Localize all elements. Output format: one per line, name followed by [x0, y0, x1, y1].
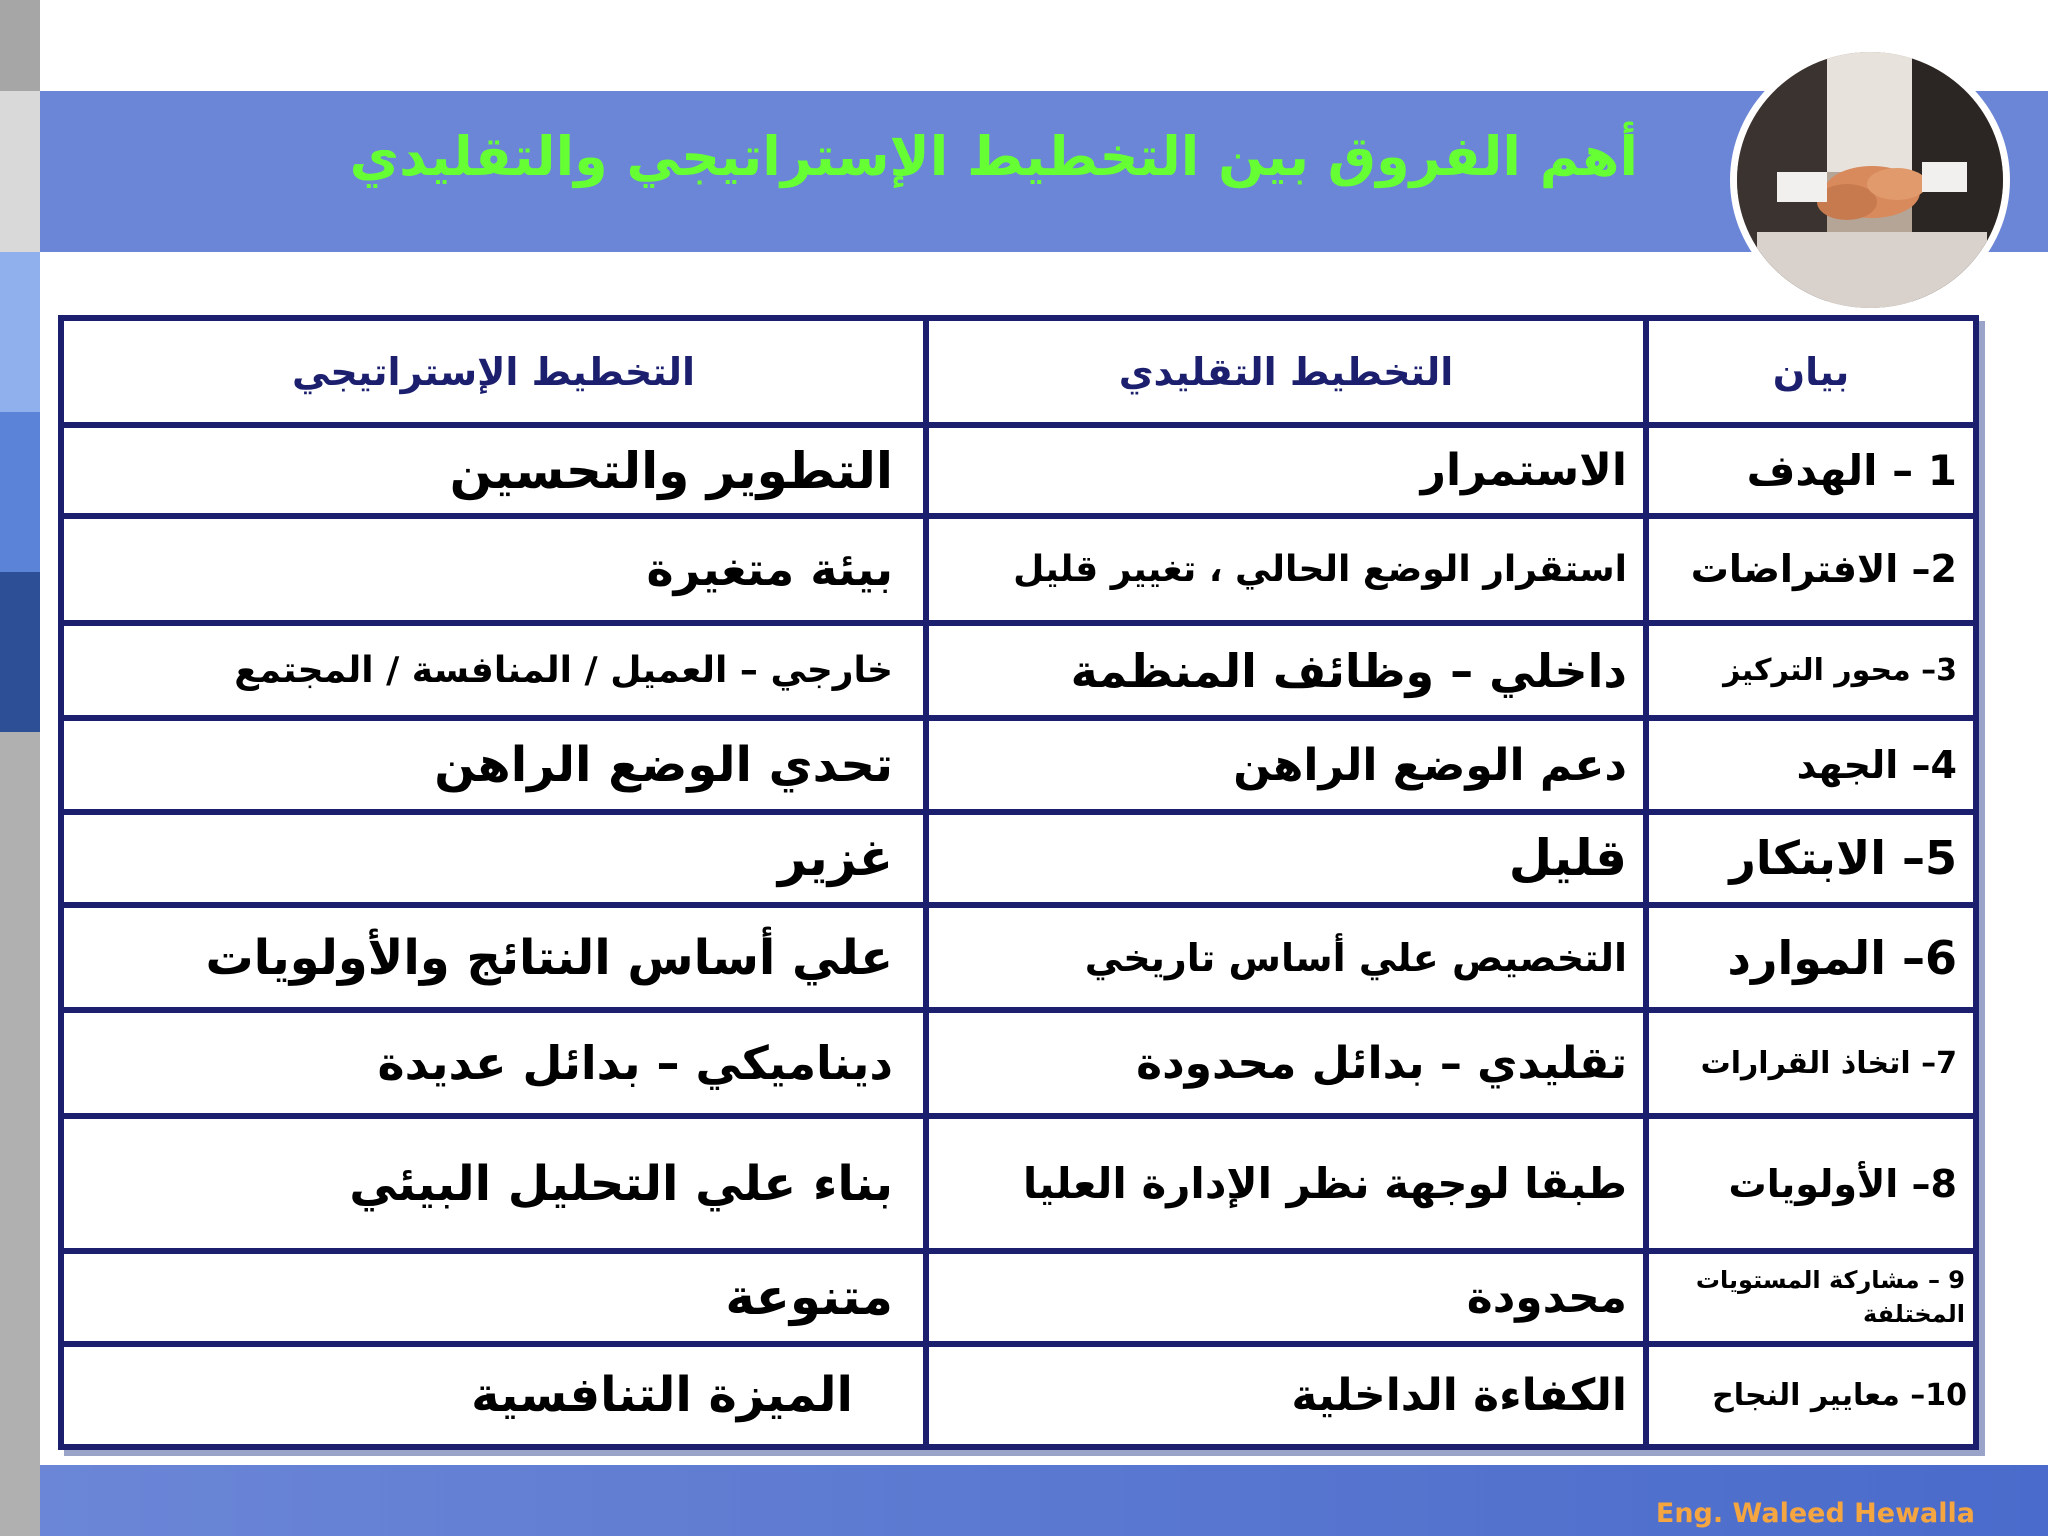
row-traditional: داخلي – وظائف المنظمة	[926, 623, 1646, 718]
table-row	[61, 1116, 1976, 1251]
row-strategic: ديناميكي – بدائل عديدة	[61, 1010, 926, 1115]
table-row	[61, 812, 1976, 905]
row-item: 2– الافتراضات	[1646, 516, 1976, 623]
row-traditional: الكفاءة الداخلية	[926, 1344, 1646, 1447]
comparison-table	[58, 315, 1979, 1450]
row-strategic: خارجي – العميل / المنافسة / المجتمع	[61, 623, 926, 718]
row-traditional: طبقا لوجهة نظر الإدارة العليا	[926, 1116, 1646, 1251]
row-item: 1 – الهدف	[1646, 425, 1976, 515]
row-strategic: علي أساس النتائج والأولويات	[61, 905, 926, 1010]
row-item: 4– الجهد	[1646, 718, 1976, 811]
table-row	[61, 1251, 1976, 1343]
handshake-photo	[1730, 45, 2010, 315]
row-item: 10– معايير النجاح	[1646, 1344, 1976, 1447]
table-row	[61, 1344, 1976, 1447]
row-strategic: التطوير والتحسين	[61, 425, 926, 515]
footer-author: Eng. Waleed Hewalla	[1655, 1498, 1975, 1529]
row-item: 3– محور التركيز	[1646, 623, 1976, 718]
header-traditional: التخطيط التقليدي	[926, 318, 1646, 425]
table-header-row	[61, 318, 1976, 425]
row-traditional: الاستمرار	[926, 425, 1646, 515]
table-row	[61, 1010, 1976, 1115]
row-strategic: بناء علي التحليل البيئي	[61, 1116, 926, 1251]
row-strategic: تحدي الوضع الراهن	[61, 718, 926, 811]
table-row	[61, 516, 1976, 623]
left-color-stripe	[0, 0, 40, 1536]
table-row	[61, 905, 1976, 1010]
header-strategic: التخطيط الإستراتيجي	[61, 318, 926, 425]
table-row	[61, 623, 1976, 718]
header-item: بيان	[1646, 318, 1976, 425]
row-item: 5– الابتكار	[1646, 812, 1976, 905]
row-strategic: الميزة التنافسية	[61, 1344, 926, 1447]
slide-title: أهم الفروق بين التخطيط الإستراتيجي والتقليدي	[349, 125, 1638, 188]
row-item: 7– اتخاذ القرارات	[1646, 1010, 1976, 1115]
row-traditional: تقليدي – بدائل محدودة	[926, 1010, 1646, 1115]
row-item: 6– الموارد	[1646, 905, 1976, 1010]
row-item: 9 – مشاركة المستويات المختلفة	[1646, 1251, 1976, 1343]
row-strategic: متنوعة	[61, 1251, 926, 1343]
table-row	[61, 718, 1976, 811]
row-traditional: محدودة	[926, 1251, 1646, 1343]
row-traditional: قليل	[926, 812, 1646, 905]
row-item: 8– الأولويات	[1646, 1116, 1976, 1251]
row-traditional: التخصيص علي أساس تاريخي	[926, 905, 1646, 1010]
row-strategic: بيئة متغيرة	[61, 516, 926, 623]
table-row	[61, 425, 1976, 515]
handshake-icon	[1737, 52, 2007, 312]
row-traditional: استقرار الوضع الحالي ، تغيير قليل	[926, 516, 1646, 623]
row-traditional: دعم الوضع الراهن	[926, 718, 1646, 811]
row-strategic: غزير	[61, 812, 926, 905]
